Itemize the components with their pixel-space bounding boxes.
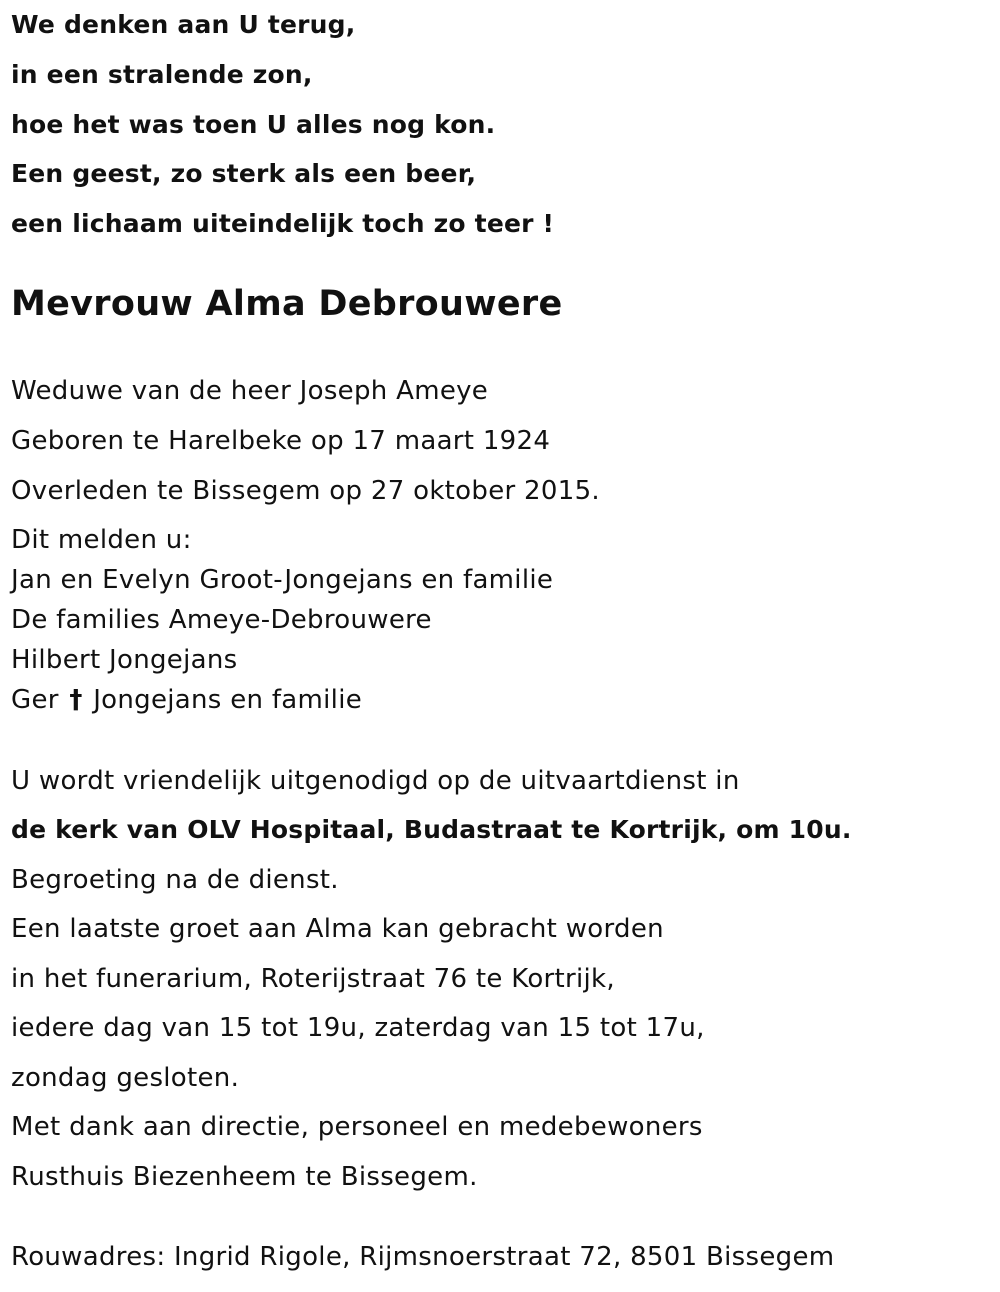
mourning-address: Rouwadres: Ingrid Rigole, Rijmsnoerstraat 72, 8501 Bissegem [11,1242,835,1272]
funeral-greeting: Begroeting na de dienst. [11,865,339,895]
closed-day: zondag gesloten. [11,1063,240,1093]
thanks-line-1: Met dank aan directie, personeel en medebewoners [11,1112,703,1142]
death-line: Overleden te Bissegem op 27 oktober 2015. [11,476,600,506]
announcer-3: Hilbert Jongejans [11,645,238,675]
funeral-invite: U wordt vriendelijk uitgenodigd op de uitvaartdienst in [11,766,740,796]
announcers-intro: Dit melden u: [11,525,192,555]
announcer-2: De families Ameye-Debrouwere [11,605,432,635]
birth-line: Geboren te Harelbeke op 17 maart 1924 [11,426,551,456]
cross-icon: † [69,685,83,715]
farewell-line-2: in het funerarium, Roterijstraat 76 te Kortrijk, [11,964,615,994]
farewell-line-1: Een laatste groet aan Alma kan gebracht worden [11,914,664,944]
funeral-location: de kerk van OLV Hospitaal, Budastraat te Kortrijk, om 10u. [11,815,852,844]
deceased-name: Mevrouw Alma Debrouwere [11,284,563,324]
announcer-4 [11,685,362,715]
thanks-line-2: Rusthuis Biezenheem te Bissegem. [11,1162,478,1192]
announcer-4-rest: Jongejans en familie [93,685,363,715]
poem-line-3: hoe het was toen U alles nog kon. [11,110,496,139]
visiting-hours: iedere dag van 15 tot 19u, zaterdag van 15 tot 17u, [11,1013,705,1043]
widow-line: Weduwe van de heer Joseph Ameye [11,376,489,406]
poem-line-4: Een geest, zo sterk als een beer, [11,159,477,188]
announcer-1: Jan en Evelyn Groot-Jongejans en familie [11,565,554,595]
poem-line-5: een lichaam uiteindelijk toch zo teer ! [11,209,555,238]
poem-line-2: in een stralende zon, [11,60,313,89]
announcer-4-first: Ger [11,685,59,715]
poem-line-1: We denken aan U terug, [11,10,356,39]
